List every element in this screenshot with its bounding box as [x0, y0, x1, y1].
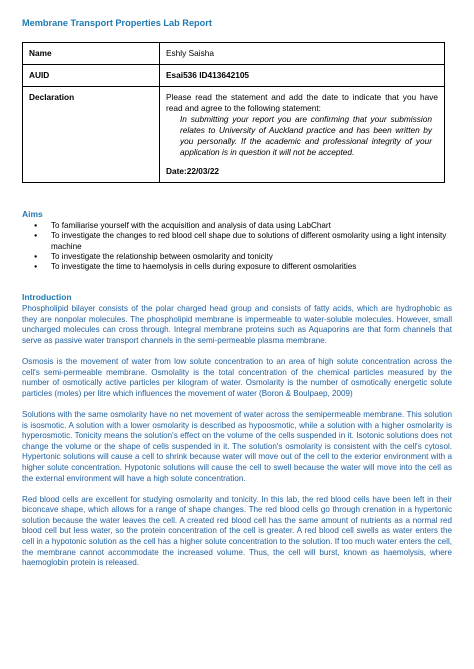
list-item: ● To investigate the time to haemolysis in cells during exposure to different osmolarities [22, 262, 452, 272]
info-table [22, 42, 445, 183]
list-item: ● To familiarise yourself with the acquisition and analysis of data using LabChart [22, 221, 452, 231]
list-item: ● To investigate the changes to red blood cell shape due to solutions of different osmolarity using a light intensity machine [22, 231, 452, 252]
intro-paragraph: Red blood cells are excellent for studying osmolarity and tonicity. In this lab, the red blood cells have been left in their biconcave shape, which allows for a range of shape changes. The red blood cells go through crenation in a hypertonic solution because the water leaves the cell. A created red blood cell has the same amount of nutrients as a normal red blood cell but less water, so the protein concentration of the cell is greater. A red blood cell swells as water enters the cell in a hypotonic solution as the cell has a higher solute concentration to the solution. If too much water enters the cell, the membrane cannot accommodate the increased volume. Thus, the cell will burst, known as haemolysis, where haemoglobin protein is released. [22, 494, 452, 568]
declaration-quote: In submitting your report you are confirming that your submission relates to University of Auckland practice and has been written by you personally. If the academic and professional integrity of your application is in question it will not be accepted. [180, 114, 432, 157]
intro-paragraph: Solutions with the same osmolarity have no net movement of water across the semipermeable membrane. This solution is isosmotic. A solution with a lower osmolarity is described as hypoosmotic, while a solution with a higher osmolarity is hyperosmotic. Tonicity means the solution's effect on the volume of the cells suspended in it. Isotonic solutions does not change the volume or the shape of cells suspended in it. The solution's osmolarity is consistent with the cell's cytosol. Hypertonic solutions will cause a cell to shrink because water will move out of the cell to the exterior environment with a higher solute concentration. Hypotonic solutions will cause the cell to swell because the water will move into the cell as the external environment will have a high solute concentration. [22, 409, 452, 483]
intro-paragraph: Osmosis is the movement of water from low solute concentration to an area of high solute concentration across the cell's semi-permeable membrane. Osmolality is the total concentration of the chemical particles measured by the number of osmotically active particles per kilogram of water. Osmolarity is the number of osmotically energetic solute particles (moles) per litre which influences the movement of water (Boron & Boulpaep, 2009) [22, 356, 452, 398]
aims-list [22, 221, 452, 272]
introduction-heading: Introduction [22, 292, 72, 302]
aims-heading: Aims [22, 209, 43, 219]
auid-value: Esai536 ID413642105 [160, 65, 445, 87]
declaration-cell [160, 87, 445, 183]
list-item: ● To investigate the relationship between osmolarity and tonicity [22, 252, 452, 262]
intro-paragraph: Phospholipid bilayer consists of the polar charged head group and consists of fatty acids, which are hydrophobic as they are nonpolar molecules. The phospholipid membrane is impermeable to water-soluble molecules. However, small uncharged molecules can cross through. Integral membrane proteins such as Aquaporins are that form channels that serve as passive water transport channels in the semi-permeable plasma membrane. [22, 304, 452, 345]
declaration-date: Date:22/03/22 [166, 166, 220, 176]
auid-row [23, 65, 445, 87]
report-title: Membrane Transport Properties Lab Report [22, 18, 212, 28]
name-value: Eshly Saisha [160, 43, 445, 65]
declaration-text: Please read the statement and add the date to indicate that you have read and agree to the following statement: [166, 92, 438, 113]
declaration-label: Declaration [23, 87, 160, 183]
auid-label: AUID [23, 65, 160, 87]
declaration-row [23, 87, 445, 183]
name-label: Name [23, 43, 160, 65]
name-row [23, 43, 445, 65]
introduction-body [22, 304, 452, 579]
